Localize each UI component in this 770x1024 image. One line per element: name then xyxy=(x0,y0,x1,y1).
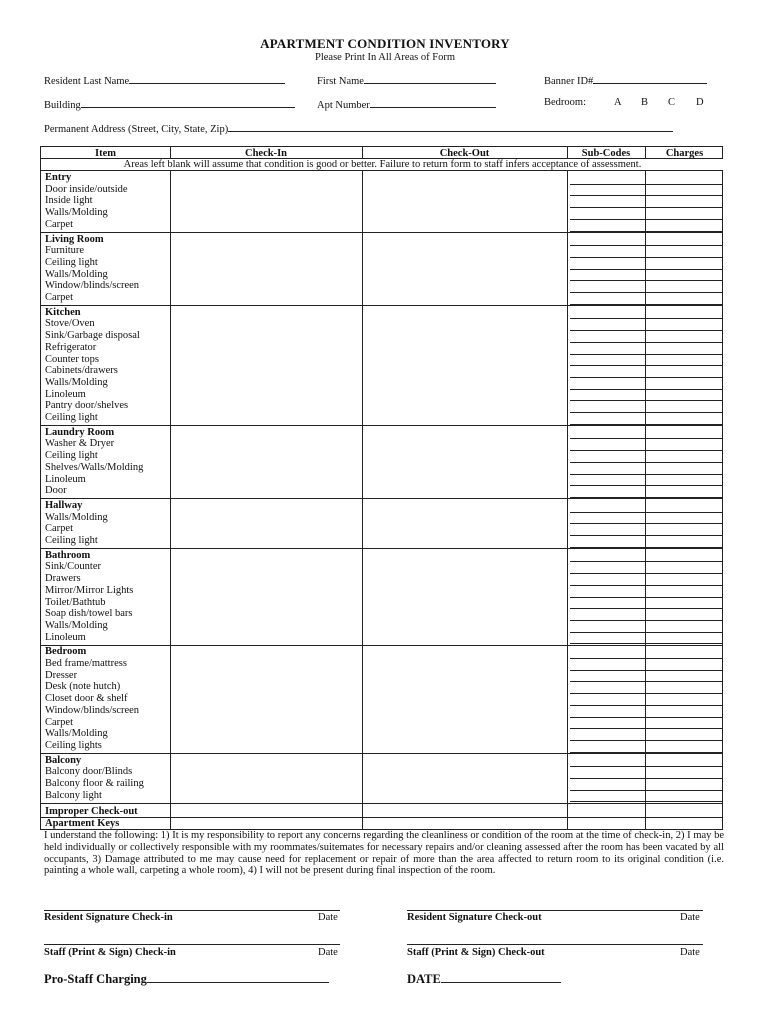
inventory-item: Walls/Molding xyxy=(45,268,108,280)
building-field[interactable] xyxy=(44,97,295,111)
subcode-row-line[interactable] xyxy=(570,658,722,659)
subcode-row-line[interactable] xyxy=(570,728,722,729)
inventory-item: Toilet/Bathtub xyxy=(45,596,106,608)
inventory-item: Window/blinds/screen xyxy=(45,704,140,716)
inventory-item: Door xyxy=(45,485,67,497)
subcode-row-line[interactable] xyxy=(570,342,722,343)
form-title: APARTMENT CONDITION INVENTORY xyxy=(260,36,510,51)
inventory-item: Drawers xyxy=(45,573,81,585)
subcode-row-line[interactable] xyxy=(570,184,722,185)
subcode-row-line[interactable] xyxy=(570,523,722,524)
subcode-row-line[interactable] xyxy=(570,377,722,378)
date-caps-line[interactable] xyxy=(441,972,561,983)
col-divider-2 xyxy=(362,147,363,829)
subcode-row-line[interactable] xyxy=(570,585,722,586)
inventory-item: Sink/Garbage disposal xyxy=(45,330,140,342)
inventory-item: Balcony floor & railing xyxy=(45,778,144,789)
subcode-row-line[interactable] xyxy=(570,207,722,208)
staff-checkin-label: Staff (Print & Sign) Check-in xyxy=(44,947,176,958)
inventory-item: Ceiling light xyxy=(45,412,98,423)
section-title-laundry-room: Laundry Room xyxy=(45,426,115,438)
subcode-row-line[interactable] xyxy=(570,450,722,451)
apartment-keys-label: Apartment Keys xyxy=(45,818,120,829)
subcode-row-line[interactable] xyxy=(570,195,722,196)
resident-checkin-sig-line[interactable] xyxy=(44,910,340,911)
section-title-kitchen: Kitchen xyxy=(45,306,81,318)
staff-checkout-label: Staff (Print & Sign) Check-out xyxy=(407,947,545,958)
subcode-row-line[interactable] xyxy=(570,412,722,413)
subcode-row-line[interactable] xyxy=(570,693,722,694)
subcode-row-line[interactable] xyxy=(570,354,722,355)
subcode-row-line[interactable] xyxy=(570,778,722,779)
staff-checkin-sig-line[interactable] xyxy=(44,944,340,945)
subcode-row-line[interactable] xyxy=(570,620,722,621)
permanent-address-label: Permanent Address (Street, City, State, Zip) xyxy=(44,124,229,135)
inventory-item: Walls/Molding xyxy=(45,728,108,740)
subcode-row-line[interactable] xyxy=(570,512,722,513)
subcode-row-line[interactable] xyxy=(570,561,722,562)
inventory-item: Carpet xyxy=(45,218,73,230)
col-divider-4 xyxy=(645,147,646,829)
inventory-item: Walls/Molding xyxy=(45,511,108,523)
banner-id-line[interactable] xyxy=(593,73,707,84)
inventory-item: Counter tops xyxy=(45,353,99,365)
subcode-row-line[interactable] xyxy=(570,705,722,706)
subcode-row-line[interactable] xyxy=(570,740,722,741)
inventory-item: Shelves/Walls/Molding xyxy=(45,461,144,473)
staff-checkout-sig-line[interactable] xyxy=(407,944,703,945)
bedroom-option-b[interactable]: B xyxy=(641,97,649,108)
inventory-item: Closet door & shelf xyxy=(45,693,128,705)
inventory-item: Dresser xyxy=(45,669,78,681)
inventory-item: Inside light xyxy=(45,195,93,207)
header-item: Item xyxy=(95,148,116,159)
inventory-item: Refrigerator xyxy=(45,341,97,353)
subcode-row-line[interactable] xyxy=(570,573,722,574)
subcode-row-line[interactable] xyxy=(570,717,722,718)
inventory-item: Linoleum xyxy=(45,473,86,485)
subcode-row-line[interactable] xyxy=(570,790,722,791)
inventory-item: Washer & Dryer xyxy=(45,438,115,450)
header-check-in: Check-In xyxy=(244,148,287,159)
inventory-item: Carpet xyxy=(45,523,73,535)
note-rule xyxy=(41,170,722,171)
first-name-field[interactable] xyxy=(317,73,496,87)
inventory-item: Walls/Molding xyxy=(45,207,108,219)
section-divider xyxy=(41,232,722,233)
section-title-living-room: Living Room xyxy=(45,233,104,245)
inventory-item: Soap dish/towel bars xyxy=(45,608,133,620)
inventory-item: Carpet xyxy=(45,716,73,728)
resident-checkout-label: Resident Signature Check-out xyxy=(407,912,542,923)
bedroom-option-a[interactable]: A xyxy=(614,97,622,108)
banner-id-field[interactable] xyxy=(544,73,707,87)
inventory-item: Carpet xyxy=(45,292,73,303)
subcode-row-line[interactable] xyxy=(570,389,722,390)
building-label: Building xyxy=(44,100,81,111)
section-divider xyxy=(41,498,722,499)
agreement-text: I understand the following: 1) It is my responsibility to report any concerns regarding the cleanliness or condition of the room at the time of check-in, 2) I may be held individually or collectively responsible with my roommates/suitemates for necessary repairs and/or cleaning assessed after the room has been vacated by all occupants, 3) Damage attributed to me may cause need for replacement or repair of more than the area affected to return room to its original condition (i.e. painting a whole wall, carpeting a whole room), 4) I will not be present during final inspection of the room. xyxy=(44,830,724,877)
section-divider xyxy=(41,425,722,426)
subcode-row-line[interactable] xyxy=(570,474,722,475)
banner-id-label: Banner ID# xyxy=(544,76,594,87)
subcode-row-line[interactable] xyxy=(570,485,722,486)
permanent-address-line[interactable] xyxy=(228,121,673,132)
inventory-item: Cabinets/drawers xyxy=(45,365,118,377)
subcode-row-line[interactable] xyxy=(570,632,722,633)
date-field[interactable] xyxy=(407,972,561,987)
subcode-row-line[interactable] xyxy=(570,365,722,366)
pro-staff-line[interactable] xyxy=(147,972,329,983)
subcode-row-line[interactable] xyxy=(570,269,722,270)
inventory-item: Walls/Molding xyxy=(45,376,108,388)
inventory-item: Ceiling light xyxy=(45,535,98,546)
bedroom-label: Bedroom: xyxy=(544,97,586,108)
permanent-address-field[interactable] xyxy=(44,121,673,135)
apt-number-field[interactable] xyxy=(317,97,496,111)
inventory-item: Balcony door/Blinds xyxy=(45,766,133,778)
bedroom-option-d[interactable]: D xyxy=(696,97,704,108)
inventory-item: Balcony light xyxy=(45,789,102,801)
subcode-row-line[interactable] xyxy=(570,318,722,319)
header-sub-codes: Sub-Codes xyxy=(581,148,631,159)
header-charges: Charges xyxy=(665,148,704,159)
section-title-entry: Entry xyxy=(45,172,72,183)
section-title-bathroom: Bathroom xyxy=(45,549,91,561)
building-line[interactable] xyxy=(81,97,295,108)
resident-checkout-sig-line[interactable] xyxy=(407,910,703,911)
section-title-balcony: Balcony xyxy=(45,754,82,766)
first-name-label: First Name xyxy=(317,76,364,87)
inventory-item: Mirror/Mirror Lights xyxy=(45,584,134,596)
last-name-label: Resident Last Name xyxy=(44,76,130,87)
section-title-bedroom: Bedroom xyxy=(45,646,87,658)
subcode-row-line[interactable] xyxy=(570,535,722,536)
section-divider xyxy=(41,753,722,754)
resident-checkout-date: Date xyxy=(680,912,700,923)
col-divider-3 xyxy=(567,147,568,829)
inventory-item: Ceiling lights xyxy=(45,739,102,751)
inventory-table xyxy=(40,146,723,830)
col-divider-1 xyxy=(170,147,171,829)
section-title-hallway: Hallway xyxy=(45,499,83,511)
improper-checkout-label: Improper Check-out xyxy=(45,806,138,817)
section-divider xyxy=(41,305,722,306)
resident-checkin-label: Resident Signature Check-in xyxy=(44,912,173,923)
inventory-item: Desk (note hutch) xyxy=(45,681,121,693)
subcode-row-line[interactable] xyxy=(570,400,722,401)
table-note: Areas left blank will assume that condition is good or better. Failure to return form to staff infers acceptance of assessment. xyxy=(41,159,724,170)
last-name-line[interactable] xyxy=(129,73,285,84)
subcode-row-line[interactable] xyxy=(570,597,722,598)
subcode-row-line[interactable] xyxy=(570,245,722,246)
subcode-row-line[interactable] xyxy=(570,292,722,293)
inventory-item: Window/blinds/screen xyxy=(45,280,140,292)
inventory-item: Sink/Counter xyxy=(45,561,102,573)
form-subtitle: Please Print In All Areas of Form xyxy=(315,52,455,63)
inventory-item: Ceiling light xyxy=(45,450,98,462)
keys-divider xyxy=(41,817,722,818)
pro-staff-field[interactable] xyxy=(44,972,329,987)
section-divider xyxy=(41,548,722,549)
subcode-row-line[interactable] xyxy=(570,257,722,258)
inventory-item: Walls/Molding xyxy=(45,619,108,631)
subcode-row-line[interactable] xyxy=(570,766,722,767)
subcode-row-line[interactable] xyxy=(570,462,722,463)
staff-checkin-date: Date xyxy=(318,947,338,958)
first-name-line[interactable] xyxy=(364,73,496,84)
last-name-field[interactable] xyxy=(44,73,285,87)
pro-staff-label: Pro-Staff Charging xyxy=(44,972,147,986)
section-divider xyxy=(41,645,722,646)
header-check-out: Check-Out xyxy=(439,148,490,159)
inventory-item: Linoleum xyxy=(45,631,86,643)
bedroom-option-c[interactable]: C xyxy=(668,97,676,108)
resident-checkin-date: Date xyxy=(318,912,338,923)
inventory-item: Pantry door/shelves xyxy=(45,400,129,412)
inventory-item: Ceiling light xyxy=(45,256,98,268)
subcode-row-line[interactable] xyxy=(570,219,722,220)
date-caps-label: DATE xyxy=(407,972,441,986)
subcode-row-line[interactable] xyxy=(570,670,722,671)
inventory-item: Stove/Oven xyxy=(45,318,95,330)
inventory-item: Linoleum xyxy=(45,388,86,400)
inventory-item: Bed frame/mattress xyxy=(45,658,127,669)
inventory-item: Furniture xyxy=(45,245,85,257)
inventory-item: Door inside/outside xyxy=(45,183,128,195)
subcode-row-line[interactable] xyxy=(570,438,722,439)
apt-number-line[interactable] xyxy=(370,97,496,108)
apt-number-label: Apt Number xyxy=(317,100,370,111)
subcode-row-line[interactable] xyxy=(570,608,722,609)
subcode-row-line[interactable] xyxy=(570,330,722,331)
subcode-row-line[interactable] xyxy=(570,681,722,682)
staff-checkout-date: Date xyxy=(680,947,700,958)
section-divider xyxy=(41,803,722,804)
subcode-row-line[interactable] xyxy=(570,280,722,281)
